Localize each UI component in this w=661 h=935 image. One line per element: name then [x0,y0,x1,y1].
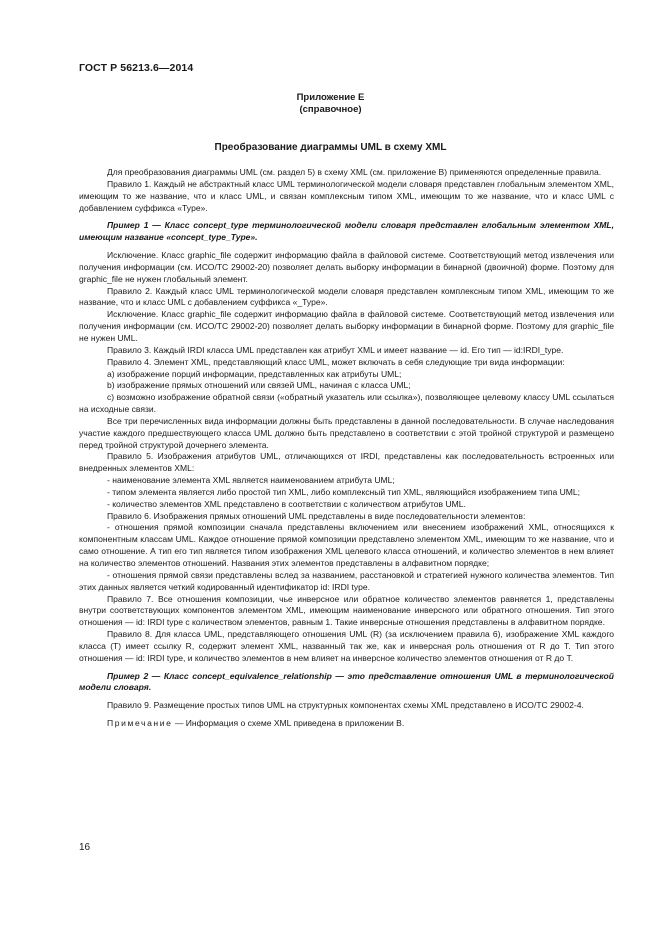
appendix-heading [0,92,661,116]
section-title: Преобразование диаграммы UML в схему XML [214,142,447,153]
example-1: Пример 1 — Класс concept_type терминологической модели словаря представлен глобальным элементом XML, имеющим название «concept_type_Type». [79,220,614,243]
list-item: b) изображение прямых отношений или связей UML, начиная с класса UML; [107,380,411,391]
document-header: ГОСТ Р 56213.6—2014 [79,62,194,74]
paragraph: Исключение. Класс graphic_file содержит информацию файла в файловой системе. Соответствующий метод извлечения или получения информации (см. ИСО/ТС 29002-20) позволяет делать выборку информации в бинарной (двоичной) форме. Поэтому для graphic_file не нужен глобальный элемент. [79,250,614,284]
list-item: - количество элементов XML представлено в соответствии с количеством атрибутов UML. [107,498,466,509]
list-item: - типом элемента является либо простой тип XML, либо комплексный тип XML, являющийся изображением типа UML; [107,486,581,497]
paragraph: Правило 9. Размещение простых типов UML на структурных компонентах схемы XML представлено в ИСО/ТС 29002-4. [107,700,584,711]
list-item: c) возможно изображение обратной связи («обратный указатель или ссылка»), позволяющее целевому классу UML ссылаться на исходные связи. [79,392,614,415]
paragraph: Правило 6. Изображения прямых отношений UML представлены в виде последовательности элементов: [107,510,526,521]
note [79,718,614,730]
list-item: - отношения прямой связи представлены вслед за названием, расстановкой и стратегией нужного количества элементов. Тип этих данных является четкий кодированный идентификатор id: IRDI type. [79,569,614,592]
paragraph: Правило 8. Для класса UML, представляющего отношения UML (R) (за исключением правила 6), изображение XML каждого класса (T) имеет ссылку R, содержит элемент XML, названный так же, как и инверсная роль отношения от R до T. Тип этого отношения — id: IRDI type, и количество элементов в нем влияет на инверсное количество элементов отношения от R до T. [79,629,614,663]
list-item: a) изображение порций информации, представленных как атрибуты UML; [107,368,402,379]
appendix-title: Приложение Е [296,92,365,103]
paragraph: Правило 7. Все отношения композиции, чье инверсное или обратное количество элементов равняется 1, представлены внутри соответствующих компонентов элементом XML, имеющим наименование инверсного или обратного отношения. Тип этого отношения — id: IRDI type с количеством элементов, равным 1. Такие инверсные отношения представлены в алфавитном порядке. [79,593,614,628]
paragraph: Правило 4. Элемент XML, представляющий класс UML, может включать в себя следующие три вида информации: [107,356,565,367]
example-2: Пример 2 — Класс concept_equivalence_relationship — это представление отношения UML в терминологической модели словаря. [79,670,614,693]
paragraph: Все три перечисленных вида информации должны быть представлены в данной последовательности. В случае наследования участие каждого предшествующего класса UML должно быть представлено в соответствии с этой тройной структурой и размещено перед тройной структурой дочернего элемента. [79,415,614,450]
appendix-subtitle: (справочное) [299,104,362,115]
page-number: 16 [79,842,91,853]
paragraph: Исключение. Класс graphic_file содержит информацию файла в файловой системе. Соответствующий метод извлечения или получения информации (см. ИСО/ТС 29002-20) позволяет делать выборку информации в бинарной форме. Поэтому для graphic_file не нужен UML. [79,309,614,343]
paragraph: Правило 2. Каждый класс UML терминологической модели словаря представлен комплексным типом XML, имеющим то же название, что и класс UML с добавлением суффикса «_Type». [79,285,614,308]
list-item: - отношения прямой композиции сначала представлены включением или внесением изображений XML, относящихся к компонентным классам UML. Каждое отношение прямой композиции представлено элементом XML, имеющим то же название, что и само отношение. А тип его тип является типом изображения XML целевого класса отношений, и количество элементов в нем влияет на количество элементов отношений. Названия этих элементов представлены в алфавитном порядке; [79,522,614,568]
note-label: Примечание [107,718,173,729]
note-text: — Информация о схеме XML приведена в приложении В. [172,718,405,729]
body-text [79,167,614,730]
list-item: - наименование элемента XML является наименованием атрибута UML; [107,475,395,486]
paragraph: Правило 5. Изображения атрибутов UML, отличающихся от IRDI, представлены как последовательность встроенных или внедренных элементов XML: [79,451,614,474]
paragraph: Для преобразования диаграммы UML (см. раздел 5) в схему XML (см. приложение В) применяются определенные правила. [107,167,602,177]
paragraph: Правило 1. Каждый не абстрактный класс UML терминологической модели словаря представлен глобальным элементом XML, имеющим то же название, что и класс UML, и связан комплексным типом XML, имеющим то же название, что и класс UML с добавлением суффикса «Type». [79,178,614,213]
paragraph: Правило 3. Каждый IRDI класса UML представлен как атрибут XML и имеет название — id. Его тип — id:IRDI_type. [107,344,564,355]
